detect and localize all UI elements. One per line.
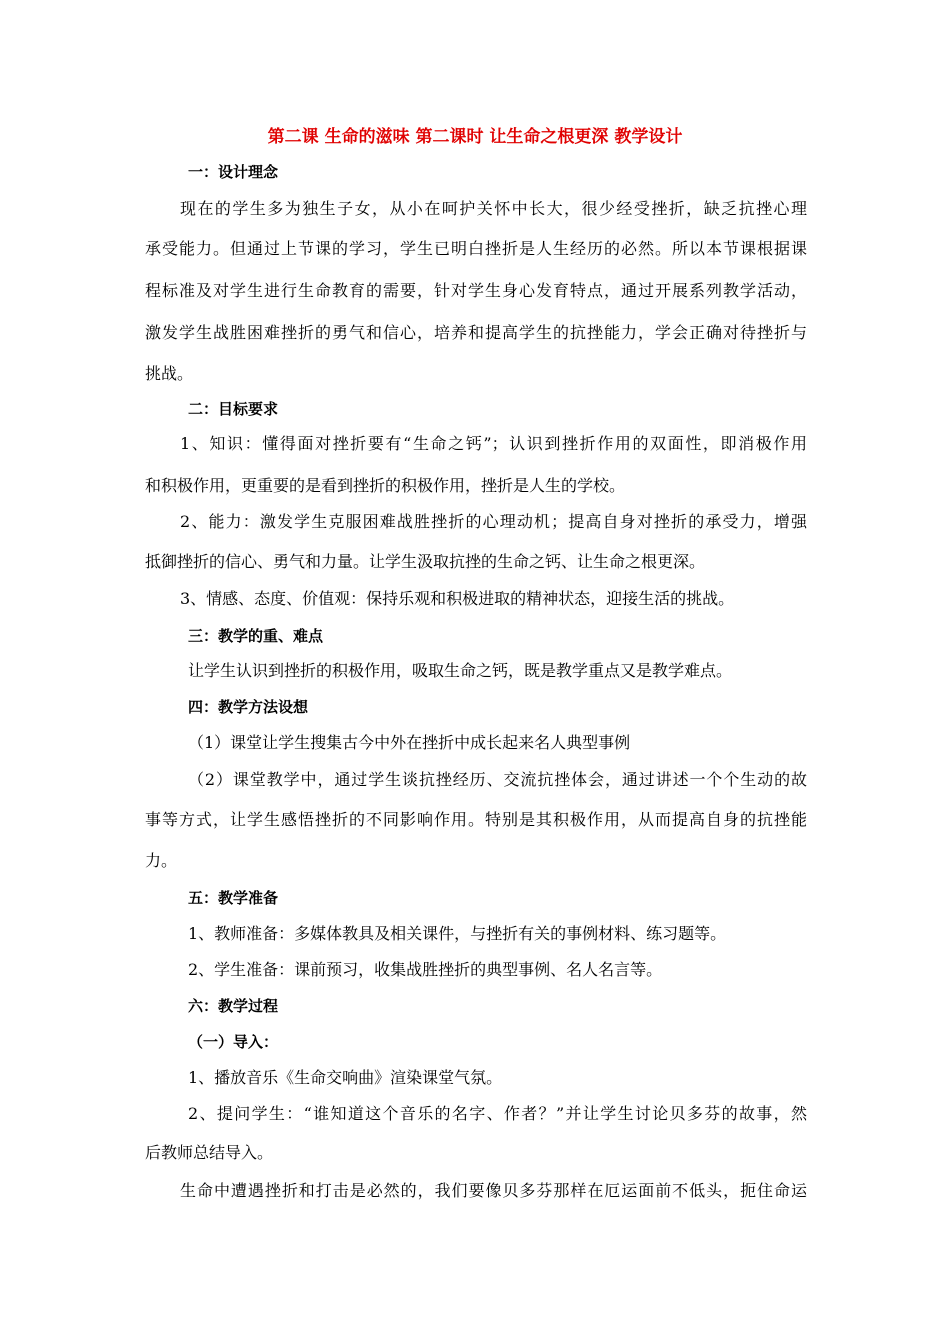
paragraph-line: 1、播放音乐《生命交响曲》渲染课堂气氛。 (188, 1068, 503, 1087)
section-heading-teaching-process: 六：教学过程 (188, 997, 279, 1015)
section-heading-key-points: 三：教学的重、难点 (188, 627, 324, 645)
paragraph-line: （2）课堂教学中，通过学生谈抗挫经历、交流抗挫体会，通过讲述一个个生动的故 (188, 770, 807, 789)
paragraph-line: 2、提问学生：“谁知道这个音乐的名字、作者？”并让学生讨论贝多芬的故事，然 (188, 1104, 807, 1123)
paragraph-line: 程标准及对学生进行生命教育的需要，针对学生身心发育特点，通过开展系列教学活动， (145, 281, 807, 300)
paragraph-line: 和积极作用，更重要的是看到挫折的积极作用，挫折是人生的学校。 (145, 476, 626, 495)
paragraph-line: 力。 (145, 851, 178, 870)
document-title: 第二课 生命的滋味 第二课时 让生命之根更深 教学设计 (267, 127, 683, 147)
paragraph-line: 生命中遭遇挫折和打击是必然的，我们要像贝多芬那样在厄运面前不低头，扼住命运 (180, 1181, 807, 1200)
paragraph-line: 后教师总结导入。 (145, 1143, 274, 1162)
section-heading-design-concept: 一：设计理念 (188, 163, 279, 181)
paragraph-line: 2、学生准备：课前预习，收集战胜挫折的典型事例、名人名言等。 (188, 960, 663, 979)
paragraph-line: 挑战。 (145, 364, 194, 383)
paragraph-line: 让学生认识到挫折的积极作用，吸取生命之钙，既是教学重点又是教学难点。 (188, 661, 733, 680)
section-heading-preparation: 五：教学准备 (188, 889, 279, 907)
paragraph-line: 1、知识：懂得面对挫折要有“生命之钙”；认识到挫折作用的双面性，即消极作用 (180, 434, 807, 453)
paragraph-line: 现在的学生多为独生子女，从小在呵护关怀中长大，很少经受挫折，缺乏抗挫心理 (180, 199, 807, 218)
paragraph-line: 2、能力：激发学生克服困难战胜挫折的心理动机；提高自身对挫折的承受力，增强 (180, 512, 807, 531)
subsection-heading-introduction: （一）导入： (188, 1033, 279, 1051)
paragraph-line: 抵御挫折的信心、勇气和力量。让学生汲取抗挫的生命之钙、让生命之根更深。 (145, 552, 706, 571)
section-heading-goals: 二：目标要求 (188, 400, 279, 418)
paragraph-line: 激发学生战胜困难挫折的勇气和信心，培养和提高学生的抗挫能力，学会正确对待挫折与 (145, 323, 807, 342)
paragraph-line: 1、教师准备：多媒体教具及相关课件，与挫折有关的事例材料、练习题等。 (188, 924, 727, 943)
paragraph-line: 3、情感、态度、价值观：保持乐观和积极进取的精神状态，迎接生活的挑战。 (180, 589, 735, 608)
paragraph-line: 承受能力。但通过上节课的学习，学生已明白挫折是人生经历的必然。所以本节课根据课 (145, 239, 807, 258)
section-heading-teaching-methods: 四：教学方法设想 (188, 698, 309, 716)
paragraph-line: 事等方式，让学生感悟挫折的不同影响作用。特别是其积极作用，从而提高自身的抗挫能 (145, 810, 807, 829)
paragraph-line: （1）课堂让学生搜集古今中外在挫折中成长起来名人典型事例 (188, 733, 631, 752)
